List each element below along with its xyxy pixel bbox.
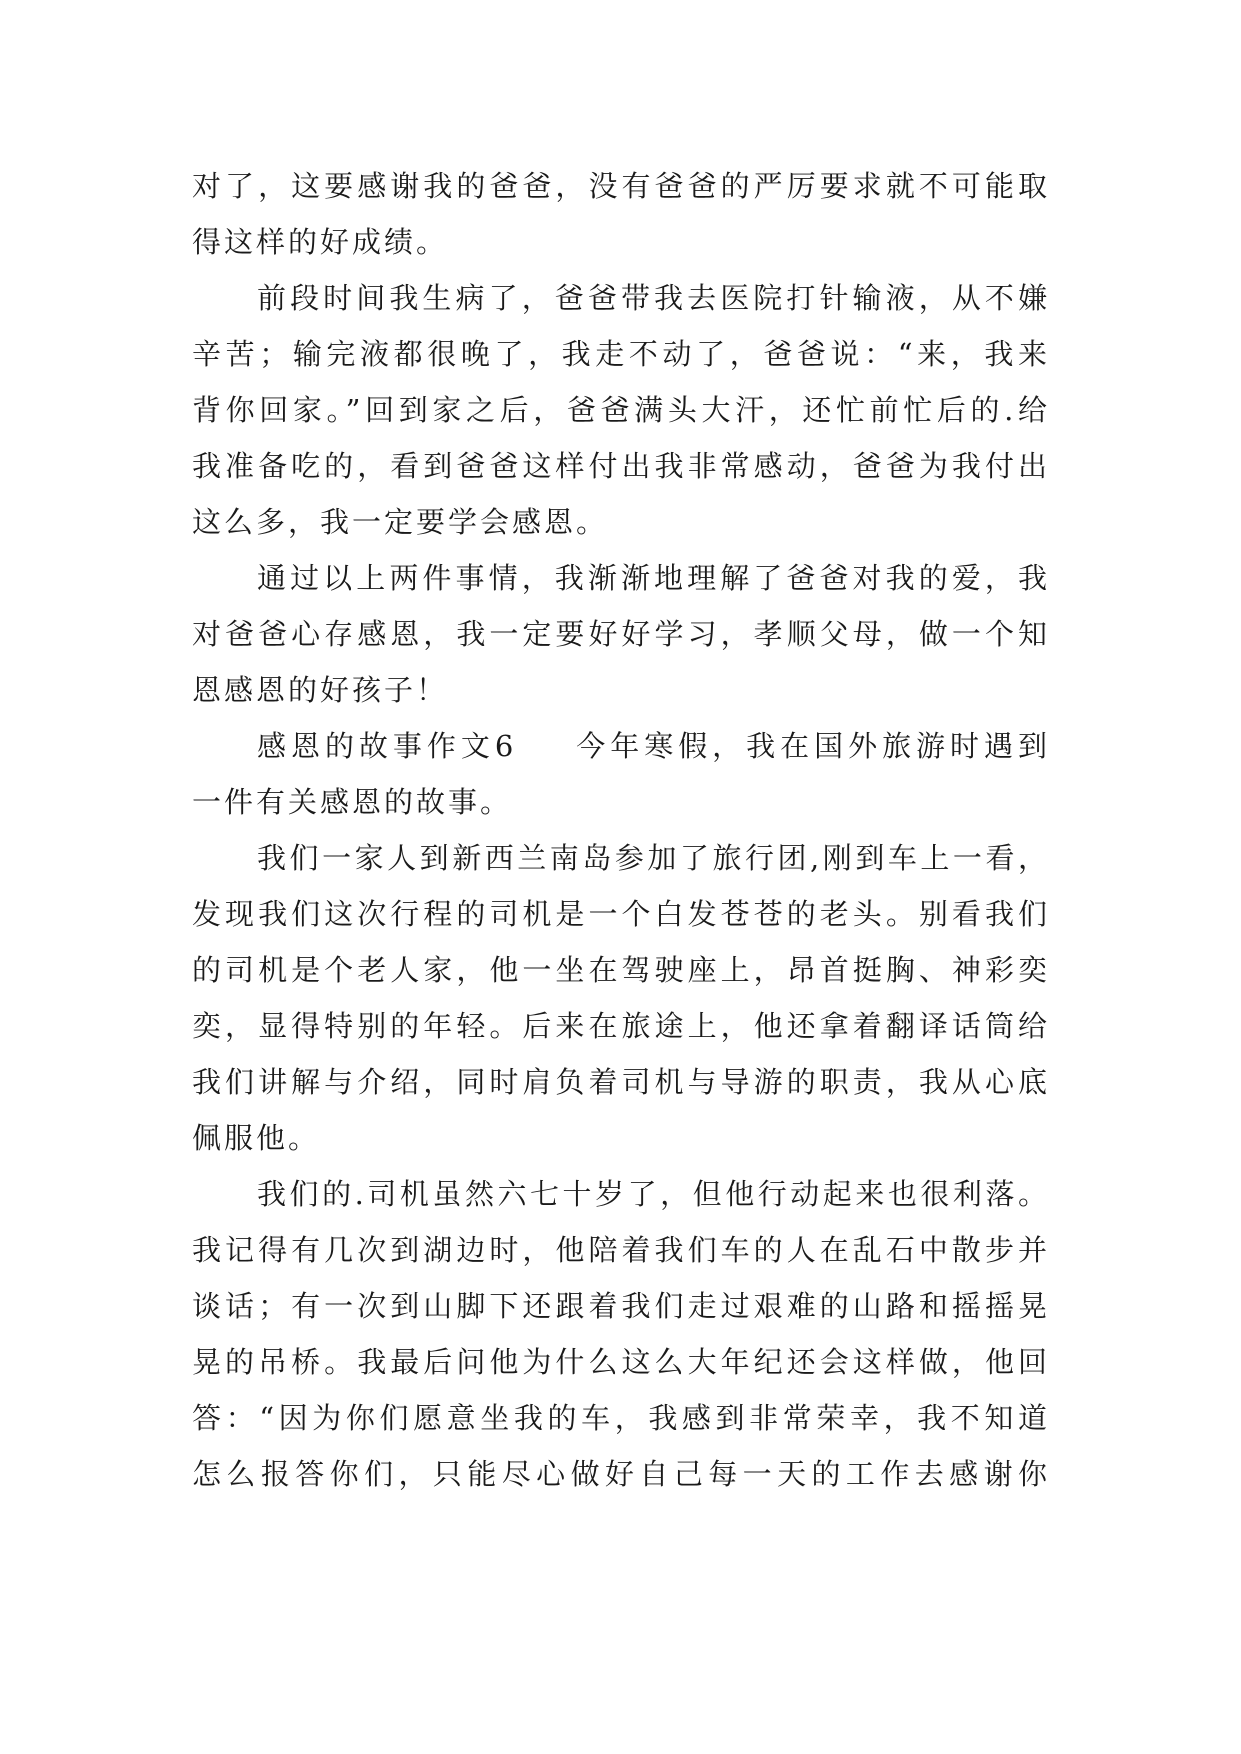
text-line: 我准备吃的，看到爸爸这样付出我非常感动，爸爸为我付出: [192, 449, 1050, 483]
text-line: 一件有关感恩的故事。: [192, 785, 513, 819]
text-line: 晃的吊桥。我最后问他为什么这么大年纪还会这样做，他回: [192, 1345, 1050, 1379]
text-line: 我记得有几次到湖边时，他陪着我们车的人在乱石中散步并: [192, 1233, 1050, 1267]
text-line: 奕，显得特别的年轻。后来在旅途上，他还拿着翻译话筒给: [192, 1009, 1050, 1043]
paragraph-first-line: 通过以上两件事情，我渐渐地理解了爸爸对我的爱，我: [257, 561, 1050, 595]
text-line: 得这样的好成绩。: [192, 225, 449, 259]
text-line: 这么多，我一定要学会感恩。: [192, 505, 609, 539]
text-line: 谈话；有一次到山脚下还跟着我们走过艰难的山路和摇摇晃: [192, 1289, 1050, 1323]
text-line: 怎么报答你们，只能尽心做好自己每一天的工作去感谢你: [192, 1457, 1050, 1491]
text-line: 恩感恩的好孩子！: [192, 673, 449, 707]
section-title: 感恩的故事作文6: [257, 729, 517, 763]
text-line: 背你回家。”回到家之后，爸爸满头大汗，还忙前忙后的.给: [192, 393, 1050, 427]
text-line: 的司机是个老人家，他一坐在驾驶座上，昂首挺胸、神彩奕: [192, 953, 1050, 987]
text-line: 对爸爸心存感恩，我一定要好好学习，孝顺父母，做一个知: [192, 617, 1050, 651]
paragraph-first-line: 我们一家人到新西兰南岛参加了旅行团,刚到车上一看，: [257, 841, 1050, 875]
text-line: 对了，这要感谢我的爸爸，没有爸爸的严厉要求就不可能取: [192, 169, 1050, 203]
text-line: 答：“因为你们愿意坐我的车，我感到非常荣幸，我不知道: [192, 1401, 1050, 1435]
document-body: [192, 158, 1050, 1502]
paragraph-first-line: 前段时间我生病了，爸爸带我去医院打针输液，从不嫌: [257, 281, 1050, 315]
text-line: 佩服他。: [192, 1121, 321, 1155]
section-heading-line: [192, 718, 1050, 774]
section-text: 今年寒假，我在国外旅游时遇到: [574, 729, 1050, 763]
text-line: 我们讲解与介绍，同时肩负着司机与导游的职责，我从心底: [192, 1065, 1050, 1099]
text-line: 发现我们这次行程的司机是一个白发苍苍的老头。别看我们: [192, 897, 1050, 931]
text-line: 辛苦；输完液都很晚了，我走不动了，爸爸说：“来，我来: [192, 337, 1050, 371]
paragraph-first-line: 我们的.司机虽然六七十岁了，但他行动起来也很利落。: [257, 1177, 1050, 1211]
